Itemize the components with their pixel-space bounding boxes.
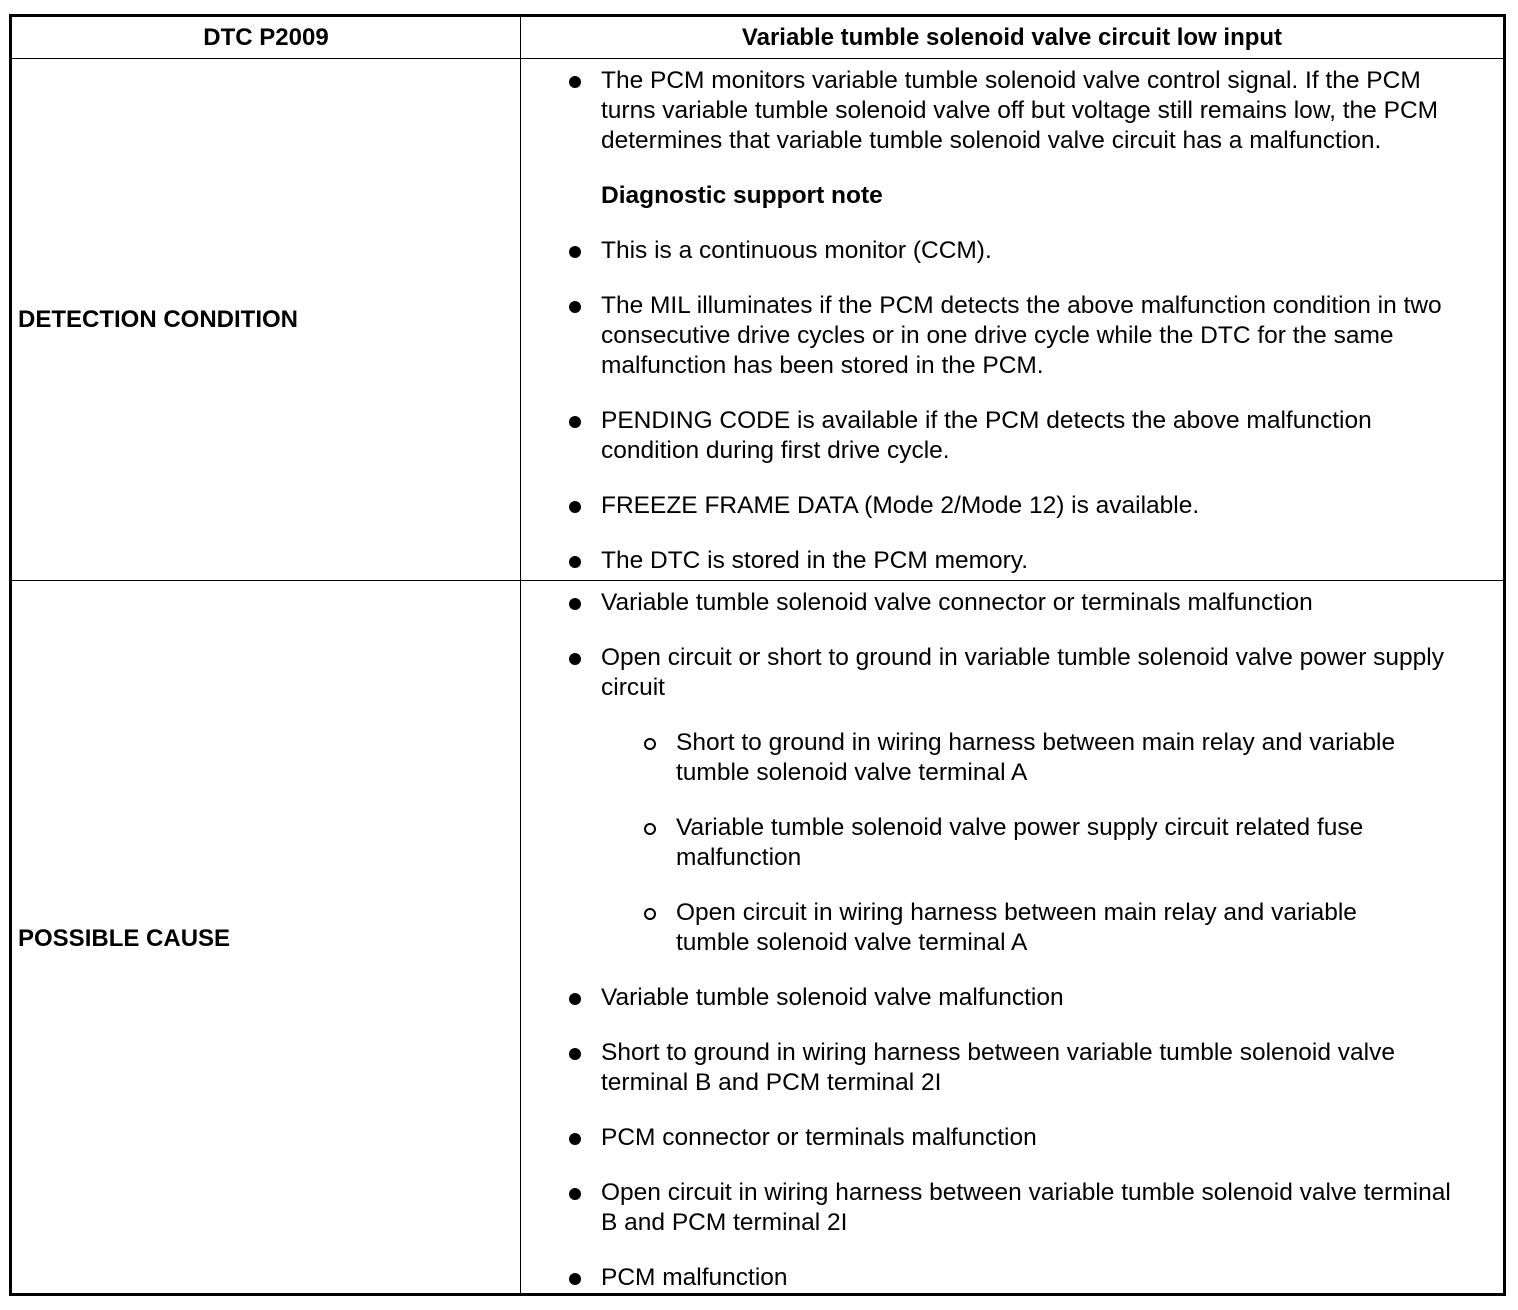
item-text-line: PCM connector or terminals malfunction xyxy=(601,1124,1037,1151)
bullet-icon xyxy=(569,1048,581,1060)
item-text-line: The PCM monitors variable tumble solenoid valve control signal. If the PCM xyxy=(601,67,1421,94)
header-dtc-description: Variable tumble solenoid valve circuit low input xyxy=(741,23,1283,51)
item-text-line: turns variable tumble solenoid valve off but voltage still remains low, the PCM xyxy=(601,97,1439,124)
sub-list-item xyxy=(521,898,1503,958)
dtc-table xyxy=(9,14,1506,1296)
bullet-icon xyxy=(569,598,581,610)
list-item xyxy=(521,491,1503,521)
list-item xyxy=(521,291,1503,381)
hollow-bullet-icon xyxy=(644,908,656,920)
bullet-icon xyxy=(569,246,581,258)
item-text-line: FREEZE FRAME DATA (Mode 2/Mode 12) is available. xyxy=(601,492,1200,519)
item-text-line: tumble solenoid valve terminal A xyxy=(676,929,1028,956)
item-text-line: Short to ground in wiring harness between main relay and variable xyxy=(676,729,1396,756)
item-text-line: PCM malfunction xyxy=(601,1264,788,1291)
item-text-line: Short to ground in wiring harness between variable tumble solenoid valve xyxy=(601,1039,1395,1066)
list-item xyxy=(521,588,1503,618)
bullet-icon xyxy=(569,556,581,568)
item-text-line: Variable tumble solenoid valve connector or terminals malfunction xyxy=(601,589,1313,616)
list-item xyxy=(521,236,1503,266)
list-item xyxy=(521,1263,1503,1293)
item-text-line: tumble solenoid valve terminal A xyxy=(676,759,1028,786)
item-text-line: malfunction xyxy=(676,844,802,871)
sub-list-item xyxy=(521,728,1503,788)
possible-cause-content xyxy=(521,581,1503,1296)
note-heading xyxy=(521,181,1503,211)
bullet-icon xyxy=(569,76,581,88)
list-item xyxy=(521,1123,1503,1153)
list-item xyxy=(521,983,1503,1013)
item-text-line: PENDING CODE is available if the PCM detects the above malfunction xyxy=(601,407,1372,434)
item-text-line: Open circuit in wiring harness between main relay and variable xyxy=(676,899,1357,926)
row-label-possible-cause: POSSIBLE CAUSE xyxy=(18,924,231,952)
item-text-line: malfunction has been stored in the PCM. xyxy=(601,352,1044,379)
detection-condition-content xyxy=(521,59,1503,580)
item-text-line: circuit xyxy=(601,674,665,701)
item-text-line: condition during first drive cycle. xyxy=(601,437,950,464)
list-item xyxy=(521,643,1503,703)
hollow-bullet-icon xyxy=(644,738,656,750)
item-text-line: Open circuit or short to ground in variable tumble solenoid valve power supply xyxy=(601,644,1444,671)
list-item xyxy=(521,1038,1503,1098)
item-text-line: determines that variable tumble solenoid valve circuit has a malfunction. xyxy=(601,127,1382,154)
list-item xyxy=(521,1178,1503,1238)
bullet-icon xyxy=(569,653,581,665)
item-text-line: Open circuit in wiring harness between variable tumble solenoid valve terminal xyxy=(601,1179,1451,1206)
list-item xyxy=(521,546,1503,576)
bullet-icon xyxy=(569,501,581,513)
bullet-icon xyxy=(569,1273,581,1285)
item-text-line: Variable tumble solenoid valve power supply circuit related fuse xyxy=(676,814,1364,841)
sub-list-item xyxy=(521,813,1503,873)
item-text-line: terminal B and PCM terminal 2I xyxy=(601,1069,942,1096)
header-dtc-code: DTC P2009 xyxy=(203,23,329,51)
bullet-icon xyxy=(569,301,581,313)
row-label-detection-condition: DETECTION CONDITION xyxy=(18,305,298,333)
item-text-line: consecutive drive cycles or in one drive cycle while the DTC for the same xyxy=(601,322,1394,349)
item-text-line: Variable tumble solenoid valve malfunction xyxy=(601,984,1064,1011)
item-text-line: The MIL illuminates if the PCM detects the above malfunction condition in two xyxy=(601,292,1442,319)
item-text-line: This is a continuous monitor (CCM). xyxy=(601,237,992,264)
bullet-icon xyxy=(569,1188,581,1200)
bullet-icon xyxy=(569,1133,581,1145)
item-text-line: Diagnostic support note xyxy=(601,182,883,209)
hollow-bullet-icon xyxy=(644,823,656,835)
item-text-line: B and PCM terminal 2I xyxy=(601,1209,848,1236)
bullet-icon xyxy=(569,993,581,1005)
list-item xyxy=(521,406,1503,466)
list-item xyxy=(521,66,1503,156)
bullet-icon xyxy=(569,416,581,428)
item-text-line: The DTC is stored in the PCM memory. xyxy=(601,547,1029,574)
